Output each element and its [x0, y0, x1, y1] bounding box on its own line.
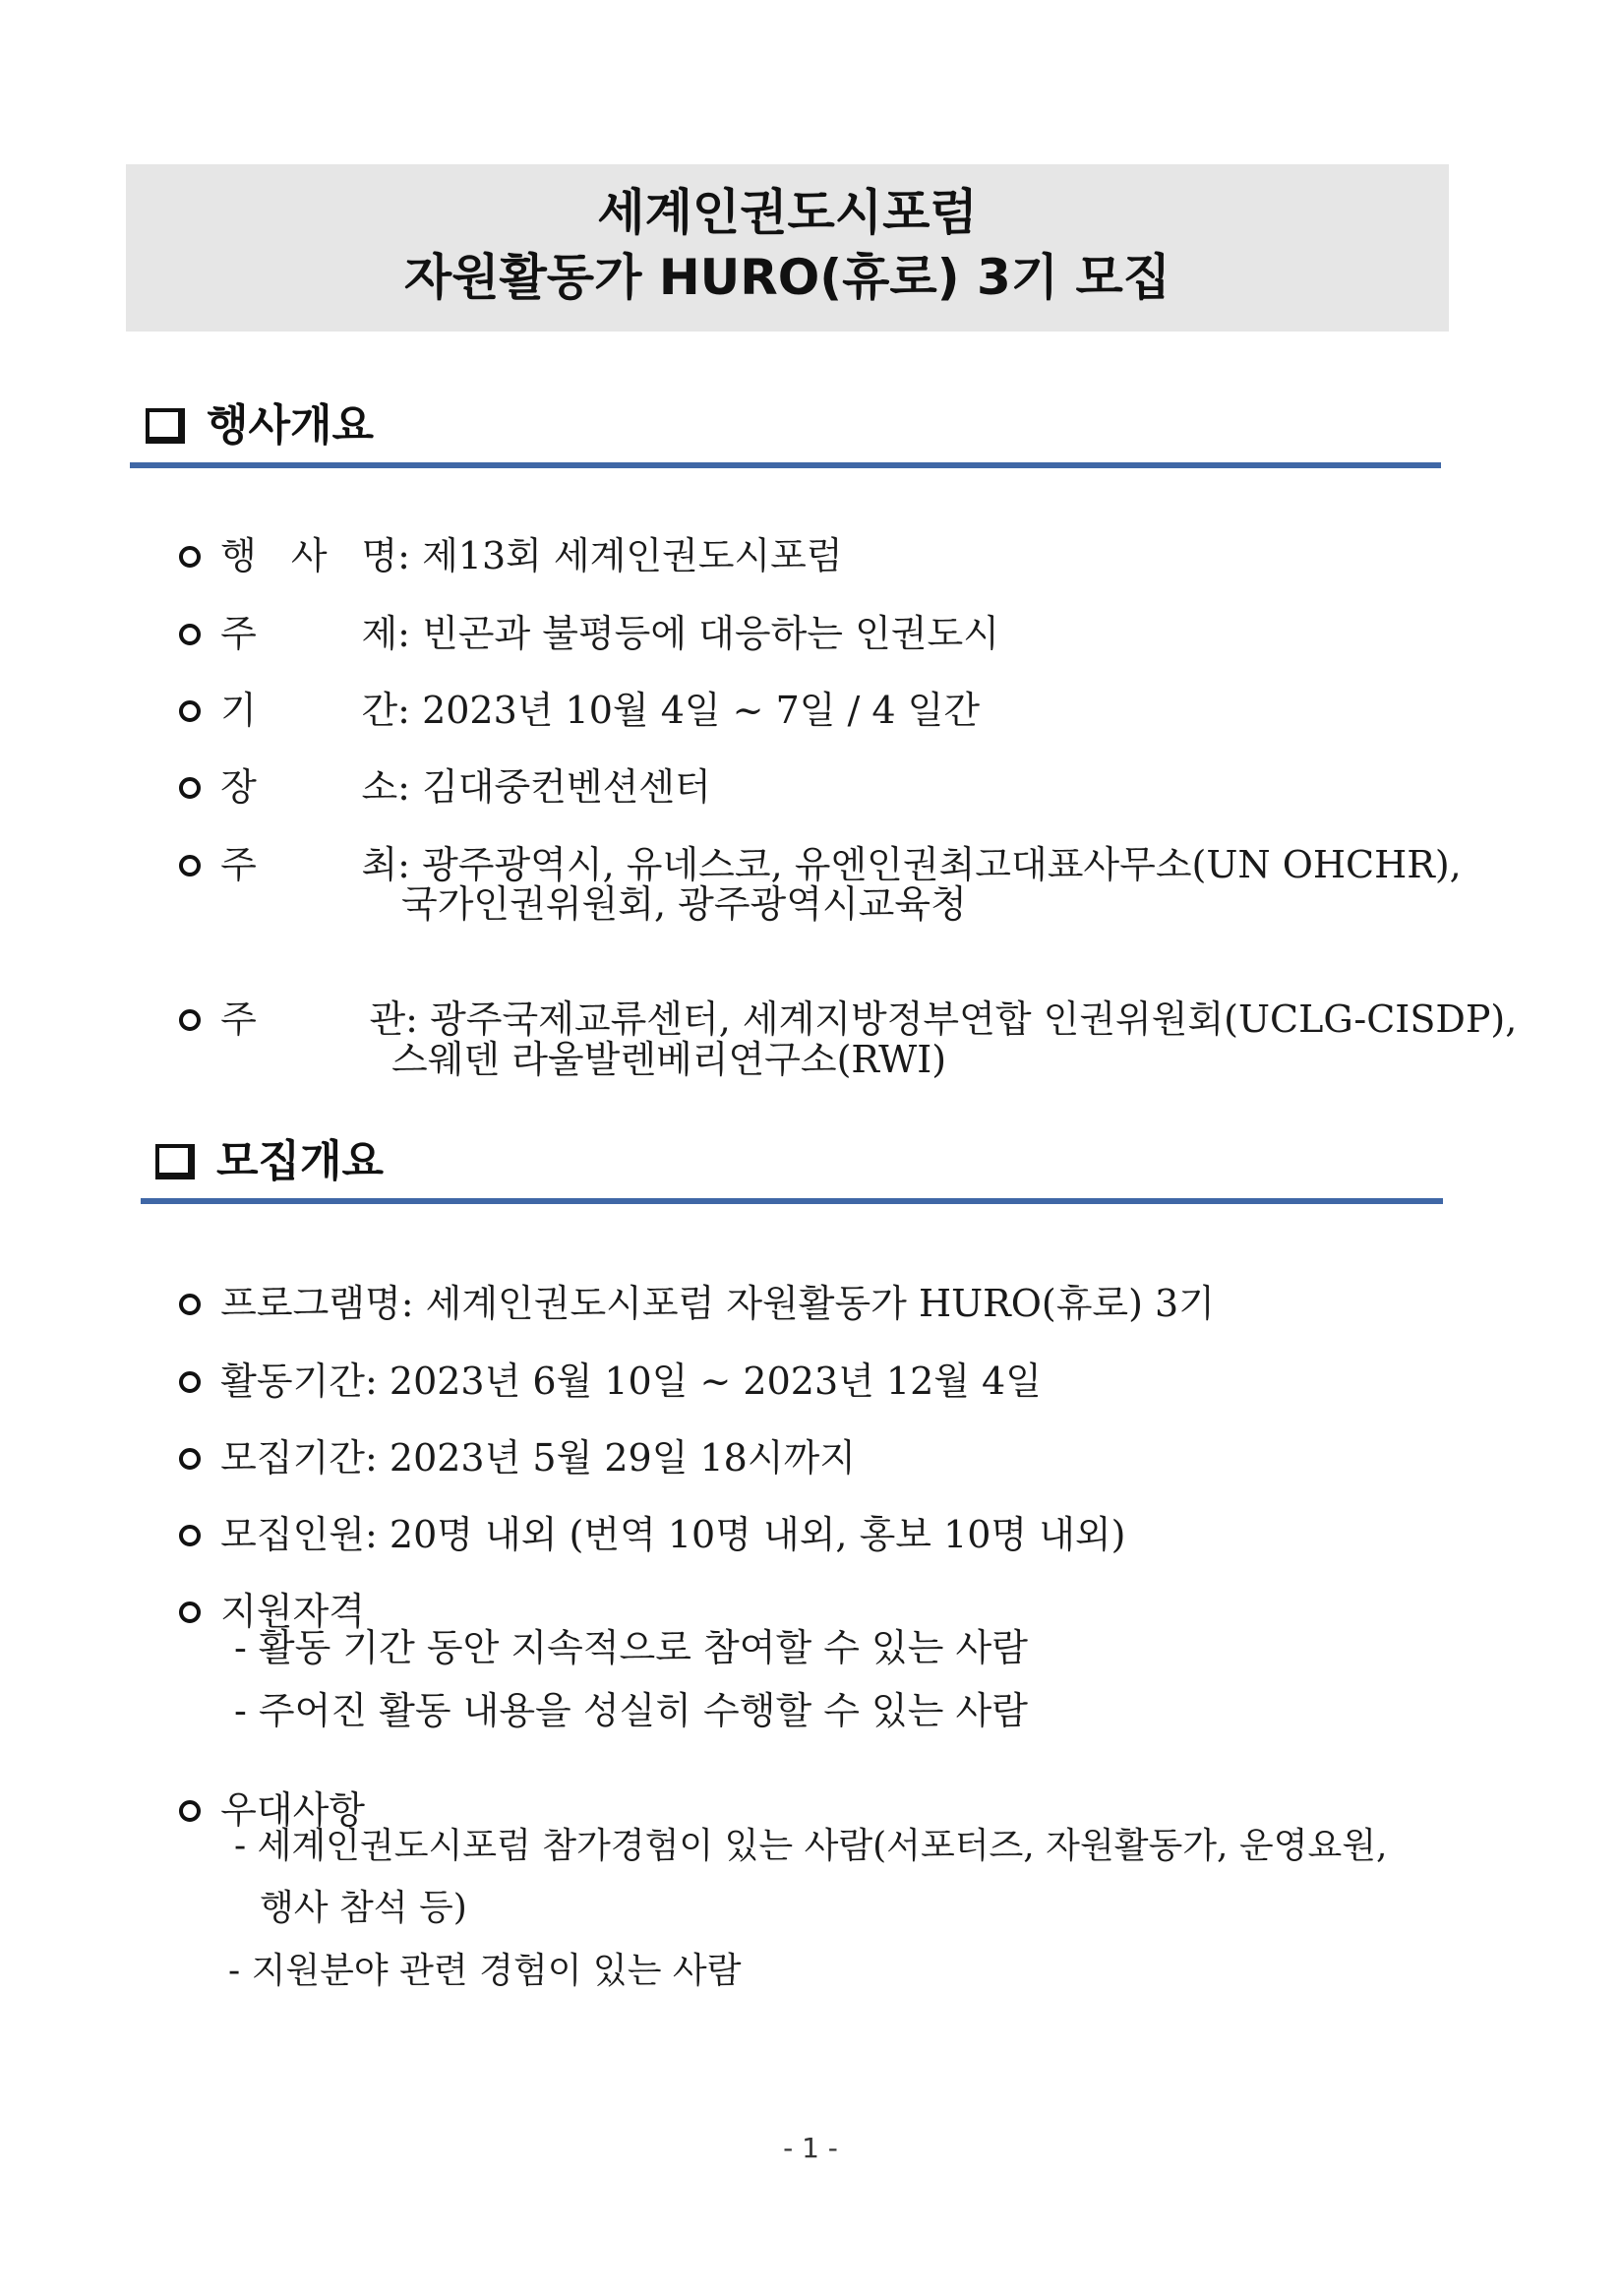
item-label: 프로그램명:	[220, 1282, 414, 1325]
recruit-item-headcount	[155, 1479, 1126, 1556]
item-value: 김대중컨벤션센터	[422, 765, 711, 809]
circle-bullet-icon	[179, 1525, 201, 1546]
circle-bullet-icon	[179, 1009, 201, 1031]
event-item-venue: 장 소 : 김대중컨벤션센터	[155, 731, 711, 806]
item-label: 주 관	[220, 997, 406, 1041]
section-divider	[141, 1198, 1443, 1204]
item-value: 광주국제교류센터, 세계지방정부연합 인권위원회(UCLG-CISDP),	[430, 997, 1518, 1041]
document-title-line-1: 세계인권도시포럼	[597, 184, 978, 241]
item-label: 기 간	[220, 689, 398, 732]
event-item-period: 기 간 : 2023년 10월 4일 ~ 7일 / 4 일간	[155, 654, 980, 729]
item-value: 20명 내외 (번역 10명 내외, 홍보 10명 내외)	[389, 1513, 1126, 1556]
event-item-host-continued: 국가인권위원회, 광주광역시교육청	[401, 882, 967, 926]
item-label: 주 최	[220, 843, 398, 886]
circle-bullet-icon	[179, 1371, 201, 1393]
page-number: - 1 -	[783, 2132, 838, 2164]
section-divider	[130, 462, 1441, 468]
item-label: 모집기간:	[220, 1436, 378, 1480]
recruit-item-program	[155, 1247, 1215, 1325]
preference-item: - 지원분야 관련 경험이 있는 사람	[228, 1951, 742, 1991]
qualification-item: - 활동 기간 동안 지속적으로 참여할 수 있는 사람	[234, 1626, 1028, 1669]
event-item-organizer-continued: 스웨덴 라울발렌베리연구소(RWI)	[391, 1038, 947, 1081]
item-value: 세계인권도시포럼 자원활동가 HURO(휴로) 3기	[425, 1282, 1215, 1325]
document-title-line-2: 자원활동가 HURO(휴로) 3기 모집	[403, 249, 1171, 306]
circle-bullet-icon	[179, 1601, 201, 1623]
circle-bullet-icon	[179, 777, 201, 799]
item-value: 2023년 5월 29일 18시까지	[389, 1436, 856, 1480]
recruit-item-qualification	[155, 1555, 366, 1633]
recruit-item-preference	[155, 1754, 366, 1832]
circle-bullet-icon	[179, 1800, 201, 1822]
circle-bullet-icon	[179, 700, 201, 722]
preference-item-continued: 행사 참석 등)	[260, 1888, 467, 1928]
event-item-name: 행 사 명 : 제13회 세계인권도시포럼	[155, 500, 843, 574]
circle-bullet-icon	[179, 1448, 201, 1470]
title-box	[126, 164, 1449, 332]
event-item-host: 주 최 : 광주광역시, 유네스코, 유엔인권최고대표사무소(UN OHCHR),	[155, 809, 1462, 883]
item-value: 2023년 10월 4일 ~ 7일 / 4 일간	[422, 689, 981, 732]
item-label: 모집인원:	[220, 1513, 378, 1556]
event-item-organizer: 주 관 : 광주국제교류센터, 세계지방정부연합 인권위원회(UCLG-CISDP),	[155, 963, 1517, 1038]
item-label: 행 사 명	[220, 534, 398, 577]
item-value: 광주광역시, 유네스코, 유엔인권최고대표사무소(UN OHCHR),	[422, 843, 1462, 886]
section-title: 모집개요	[216, 1136, 385, 1186]
section-heading-event	[146, 400, 375, 451]
item-label: 주 제	[220, 612, 398, 655]
circle-bullet-icon	[179, 855, 201, 876]
circle-bullet-icon	[179, 546, 201, 568]
item-label: 활동기간:	[220, 1359, 378, 1403]
checkbox-square-icon	[155, 1144, 195, 1179]
item-value: 2023년 6월 10일 ~ 2023년 12월 4일	[389, 1359, 1042, 1403]
circle-bullet-icon	[179, 1294, 201, 1315]
event-item-theme: 주 제 : 빈곤과 불평등에 대응하는 인권도시	[155, 577, 999, 652]
preference-item: - 세계인권도시포럼 참가경험이 있는 사람(서포터즈, 자원활동가, 운영요원,	[234, 1826, 1388, 1866]
item-value: 빈곤과 불평등에 대응하는 인권도시	[422, 612, 999, 655]
item-label: 우대사항	[220, 1788, 366, 1832]
section-title: 행사개요	[207, 400, 375, 451]
circle-bullet-icon	[179, 624, 201, 645]
section-heading-recruitment	[155, 1136, 385, 1186]
item-label: 장 소	[220, 765, 398, 809]
item-label: 지원자격	[220, 1590, 366, 1633]
checkbox-square-icon	[146, 408, 185, 444]
qualification-item: - 주어진 활동 내용을 성실히 수행할 수 있는 사람	[234, 1689, 1028, 1732]
item-value: 제13회 세계인권도시포럼	[422, 534, 843, 577]
recruit-item-activity-period	[155, 1325, 1042, 1403]
recruit-item-recruit-period	[155, 1402, 856, 1480]
